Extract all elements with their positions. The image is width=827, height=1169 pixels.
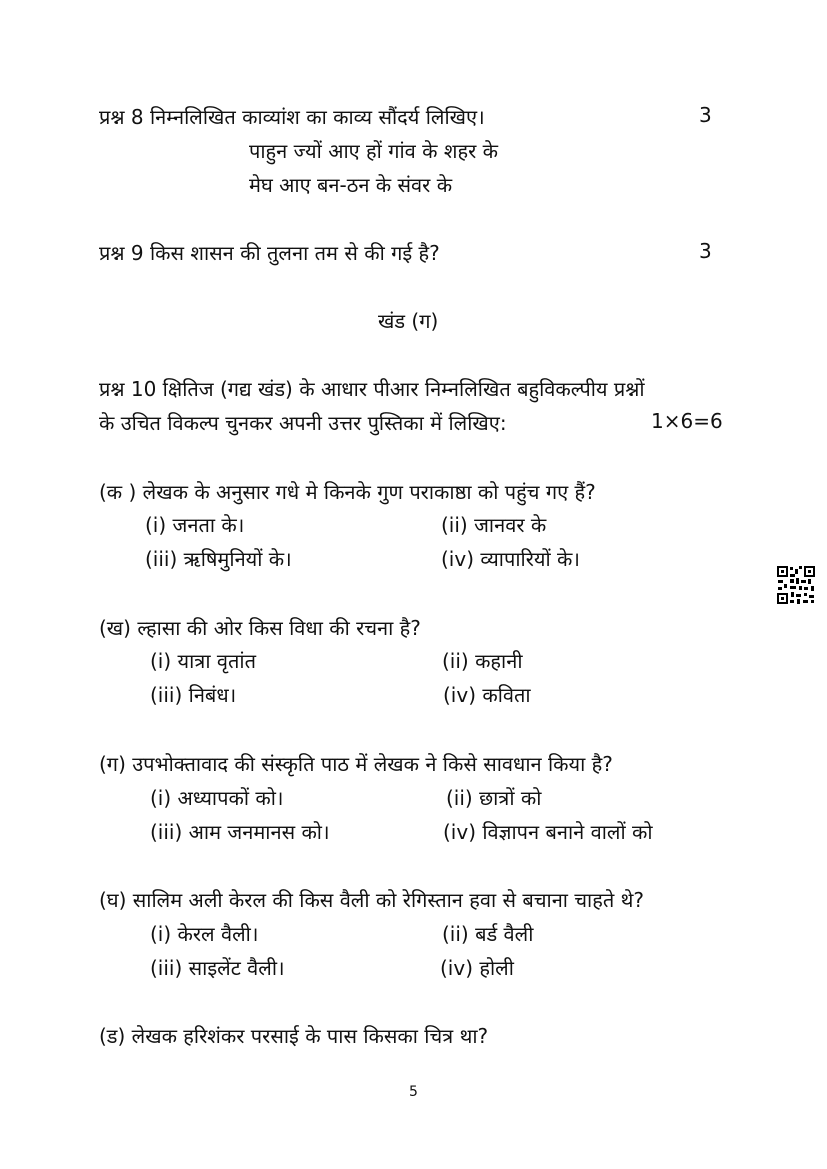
mcq-kha-question: (ख) ल्हासा की ओर किस विधा की रचना है? xyxy=(99,616,421,640)
mcq-gha-option-1: (i) केरल वैली। xyxy=(150,922,259,946)
mcq-ka-question: (क ) लेखक के अनुसार गधे मे किनके गुण पराकाष्ठा को पहुंच गए हैं? xyxy=(99,480,596,504)
q10-marks: 1×6=6 xyxy=(651,409,723,433)
section-heading: खंड (ग) xyxy=(378,309,439,333)
mcq-gha-option-4: (iv) होली xyxy=(440,956,514,980)
q9-text: प्रश्न 9 किस शासन की तुलना तम से की गई है? xyxy=(99,241,440,265)
mcq-ga-option-4: (iv) विज्ञापन बनाने वालों को xyxy=(443,820,653,844)
mcq-kha-option-1: (i) यात्रा वृतांत xyxy=(150,649,256,673)
mcq-ga-question: (ग) उपभोक्तावाद की संस्कृति पाठ में लेखक ने किसे सावधान किया है? xyxy=(99,752,613,776)
mcq-gha-option-2: (ii) बर्ड वैली xyxy=(442,922,534,946)
mcq-gha-option-3: (iii) साइलेंट वैली। xyxy=(150,956,285,980)
page-number: 5 xyxy=(409,1084,418,1100)
q10-line-1: प्रश्न 10 क्षितिज (गद्य खंड) के आधार पीआर निम्नलिखित बहुविकल्पीय प्रश्नों xyxy=(99,377,645,401)
q8-poem-line-2: मेघ आए बन-ठन के संवर के xyxy=(249,173,453,197)
mcq-ga-option-3: (iii) आम जनमानस को। xyxy=(150,820,330,844)
mcq-ka-option-2: (ii) जानवर के xyxy=(441,513,547,537)
q9-marks: 3 xyxy=(699,239,712,263)
mcq-kha-option-4: (iv) कविता xyxy=(443,683,531,707)
mcq-ka-option-4: (iv) व्यापारियों के। xyxy=(441,547,580,571)
q8-text: प्रश्न 8 निम्नलिखित काव्यांश का काव्य सौंदर्य लिखिए। xyxy=(99,105,485,129)
q10-line-2: के उचित विकल्प चुनकर अपनी उत्तर पुस्तिका में लिखिए: xyxy=(99,411,507,435)
q8-marks: 3 xyxy=(699,103,712,127)
mcq-kha-option-3: (iii) निबंध। xyxy=(150,683,237,707)
mcq-ka-option-1: (i) जनता के। xyxy=(145,513,245,537)
q8-poem-line-1: पाहुन ज्यों आए हों गांव के शहर के xyxy=(249,139,498,163)
mcq-ga-option-1: (i) अध्यापकों को। xyxy=(150,786,284,810)
mcq-da-question: (ड) लेखक हरिशंकर परसाई के पास किसका चित्र था? xyxy=(99,1024,489,1048)
mcq-kha-option-2: (ii) कहानी xyxy=(442,649,523,673)
qr-code-icon xyxy=(776,565,816,605)
mcq-ga-option-2: (ii) छात्रों को xyxy=(446,786,542,810)
mcq-gha-question: (घ) सालिम अली केरल की किस वैली को रेगिस्तान हवा से बचाना चाहते थे? xyxy=(99,888,644,912)
mcq-ka-option-3: (iii) ऋषिमुनियों के। xyxy=(145,547,292,571)
